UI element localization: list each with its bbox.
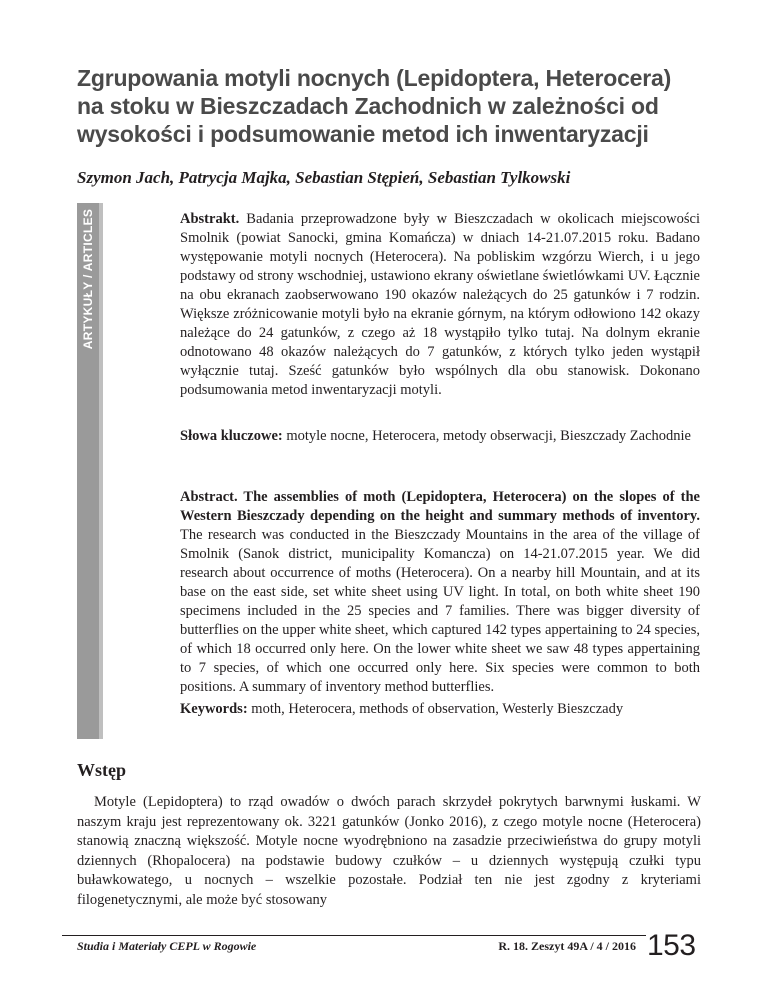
keywords-polish-text: motyle nocne, Heterocera, metody obserwacji, Bieszczady Zachodnie [286, 428, 691, 444]
journal-name: Studia i Materiały CEPL w Rogowie [77, 939, 257, 953]
section-side-bar [77, 203, 103, 739]
abstract-polish-label: Abstrakt. [180, 211, 240, 227]
abstract-english-label: Abstract. The assemblies of moth (Lepidoptera, Heterocera) on the slopes of the Western Bieszczady depending on the height and summary methods of inventory. [180, 489, 700, 524]
page-number: 153 [647, 929, 696, 962]
footer-divider [62, 935, 646, 936]
abstract-english-text: The research was conducted in the Bieszczady Mountains in the area of the village of Smolnik (Sanok district, municipality Komancza) on 14-21.07.2015 year. We did research about occurrence of moths (Heterocera). On a nearby hill Mountain, and at its base on the east side, set white sheet using UV light. In total, on both white sheet 190 specimens included in the 25 species and 7 families. There was bigger diversity of butterflies on the upper white sheet, which captured 142 types appertaining to 24 species, of which 18 occurred only here. On the lower white sheet we saw 48 types appertaining to 7 species, of which one occurred only here. Six species were common to both positions. A summary of inventory method butterflies. [180, 527, 700, 695]
keywords-polish [180, 427, 700, 446]
keywords-polish-label: Słowa kluczowe: [180, 428, 283, 444]
keywords-english-label: Keywords: [180, 701, 248, 717]
author-list: Szymon Jach, Patrycja Majka, Sebastian Stępień, Sebastian Tylkowski [77, 168, 571, 187]
section-label: ARTYKUŁY / ARTICLES [81, 208, 95, 350]
section-heading: Wstęp [77, 760, 126, 780]
issue-info: R. 18. Zeszyt 49A / 4 / 2016 [498, 939, 636, 953]
keywords-english [180, 700, 700, 719]
abstract-english [180, 488, 700, 697]
section-body-text: Motyle (Lepidoptera) to rząd owadów o dwóch parach skrzydeł pokrytych barwnymi łuskami. W naszym kraju jest reprezentowany ok. 3221 gatunków (Jonko 2016), z czego motyle nocne (Heterocera) stanowią znaczną większość. Motyle nocne wyodrębniono na zasadzie przeciwieństwa do grupy motyli dziennych (Rhopalocera) na podstawie budowy czułków – u dziennych występują czułki typu buławkowatego, u nocnych – wszelkie pozostałe. Podział ten nie jest zgodny z kryteriami filogenetycznymi, ale może być stosowany [77, 794, 701, 908]
abstract-polish [180, 210, 700, 400]
article-title: Zgrupowania motyli nocnych (Lepidoptera, Heterocera) na stoku w Bieszczadach Zachodnich w zależności od wysokości i podsumowanie metod ich inwentaryzacji [77, 65, 672, 147]
keywords-english-text: moth, Heterocera, methods of observation, Westerly Bieszczady [251, 701, 624, 717]
abstract-polish-text: Badania przeprowadzone były w Bieszczadach w okolicach miejscowości Smolnik (powiat Sanocki, gmina Komańcza) w dniach 14-21.07.2015 roku. Badano występowanie motyli nocnych (Heterocera). Na pobliskim wzgórzu Wierch, i u jego podstawy od strony wschodniej, ustawiono ekrany oświetlane świetlówkami UV. Łącznie na obu ekranach zaobserwowano 190 okazów należących do 25 gatunków i 7 rodzin. Większe zróżnicowanie motyli było na ekranie górnym, na którym odłowiono 142 okazy należące do 24 gatunków, z czego aż 18 wystąpiło tylko tutaj. Na dolnym ekranie odnotowano 48 okazów należących do 7 gatunków, z których tylko jeden wystąpił wyłącznie tutaj. Sześć gatunków było wspólnych dla obu stanowisk. Dokonano podsumowania metod inwentaryzacji motyli. [180, 211, 700, 398]
